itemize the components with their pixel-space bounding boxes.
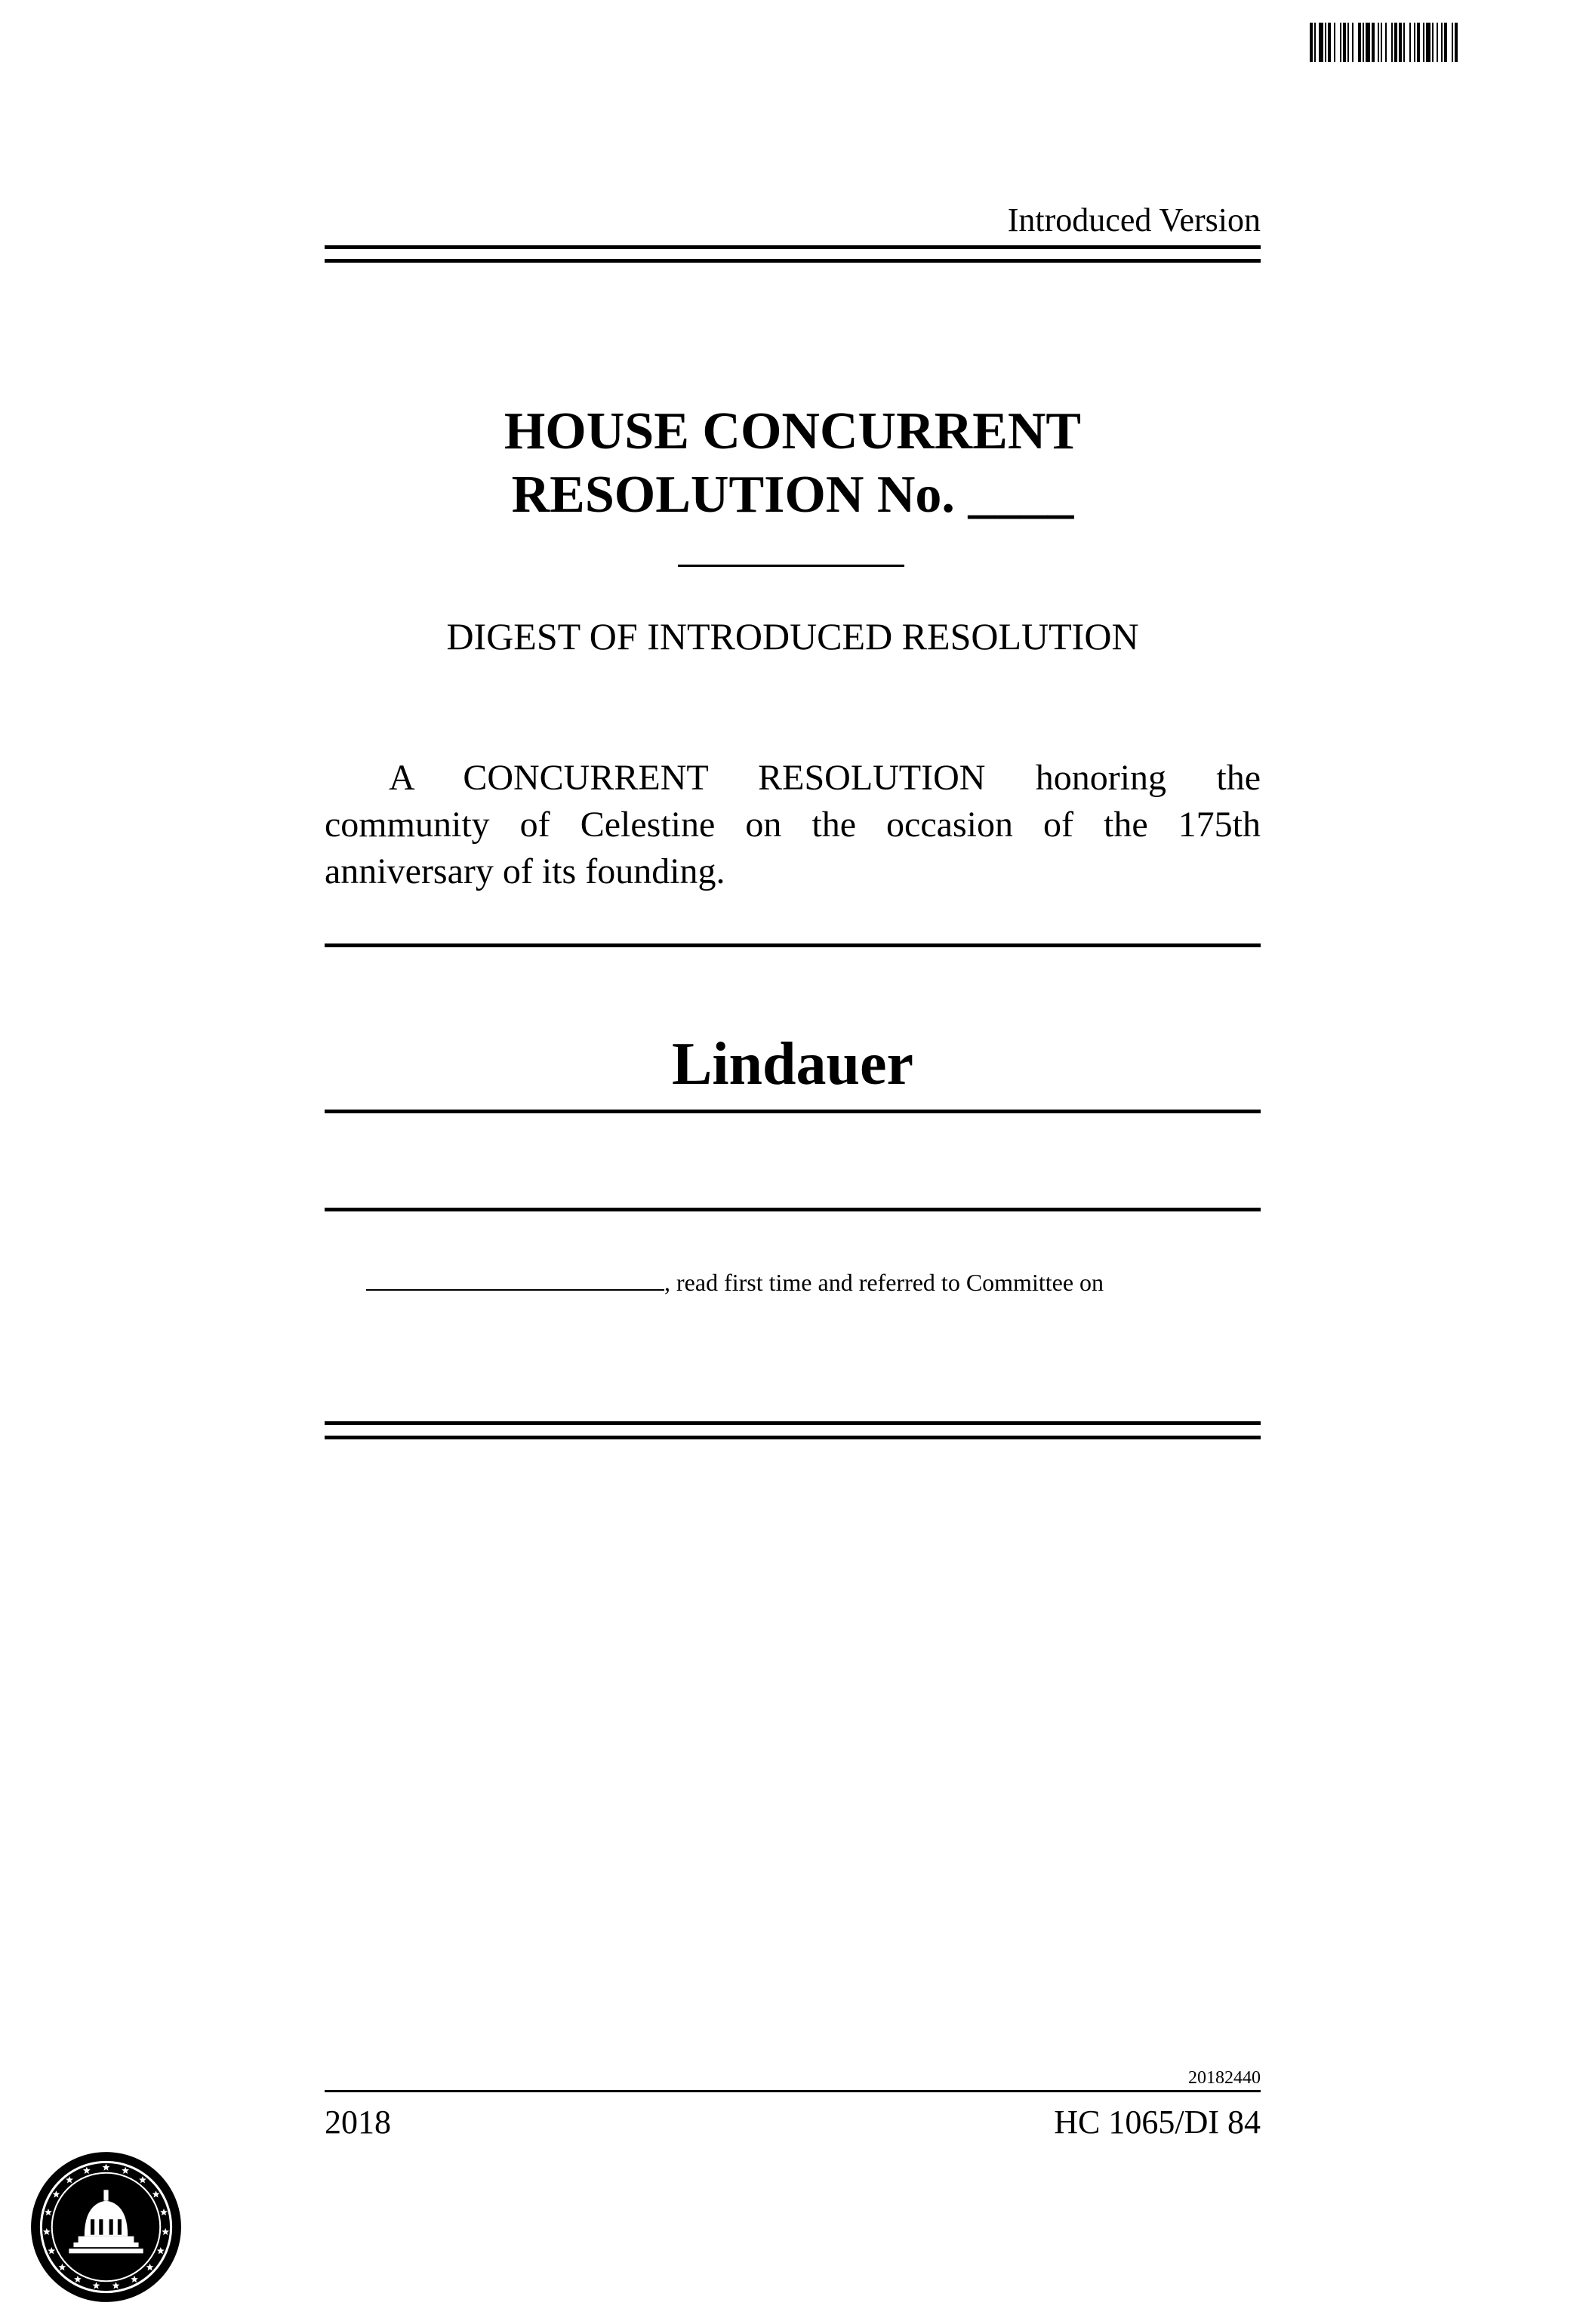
committee-rule-bottom [325, 1436, 1261, 1439]
resolution-number-blank: ____ [968, 466, 1074, 524]
resolution-title [325, 400, 1261, 527]
footer-rule [325, 2090, 1261, 2092]
header-rule-top [325, 245, 1261, 249]
state-seal-icon [29, 2150, 183, 2304]
title-line-2-prefix: RESOLUTION No. [511, 466, 955, 524]
digest-summary: A CONCURRENT RESOLUTION honoring the community of Celestine on the occasion of the 175th anniversary of its founding. [325, 758, 1261, 891]
sponsor-name: Lindauer [671, 1031, 914, 1097]
sponsor-rule-2 [325, 1208, 1261, 1211]
title-line-2 [325, 463, 1261, 527]
digest-heading: DIGEST OF INTRODUCED RESOLUTION [446, 615, 1139, 657]
first-reading-date-blank [366, 1270, 664, 1291]
version-label: Introduced Version [1007, 202, 1261, 239]
barcode-icon [1310, 23, 1529, 62]
session-year: 2018 [325, 2104, 391, 2141]
first-reading-line [366, 1270, 1104, 1294]
first-reading-text: , read first time and referred to Committee on [664, 1269, 1104, 1296]
committee-rule-top [325, 1421, 1261, 1425]
title-underline [678, 565, 904, 567]
header-rule-bottom [325, 259, 1261, 263]
document-number: 20182440 [1188, 2068, 1261, 2088]
digest-rule [325, 943, 1261, 947]
bill-identifier: HC 1065/DI 84 [1054, 2104, 1261, 2141]
title-line-1: HOUSE CONCURRENT [504, 402, 1082, 460]
sponsor-rule [325, 1110, 1261, 1113]
